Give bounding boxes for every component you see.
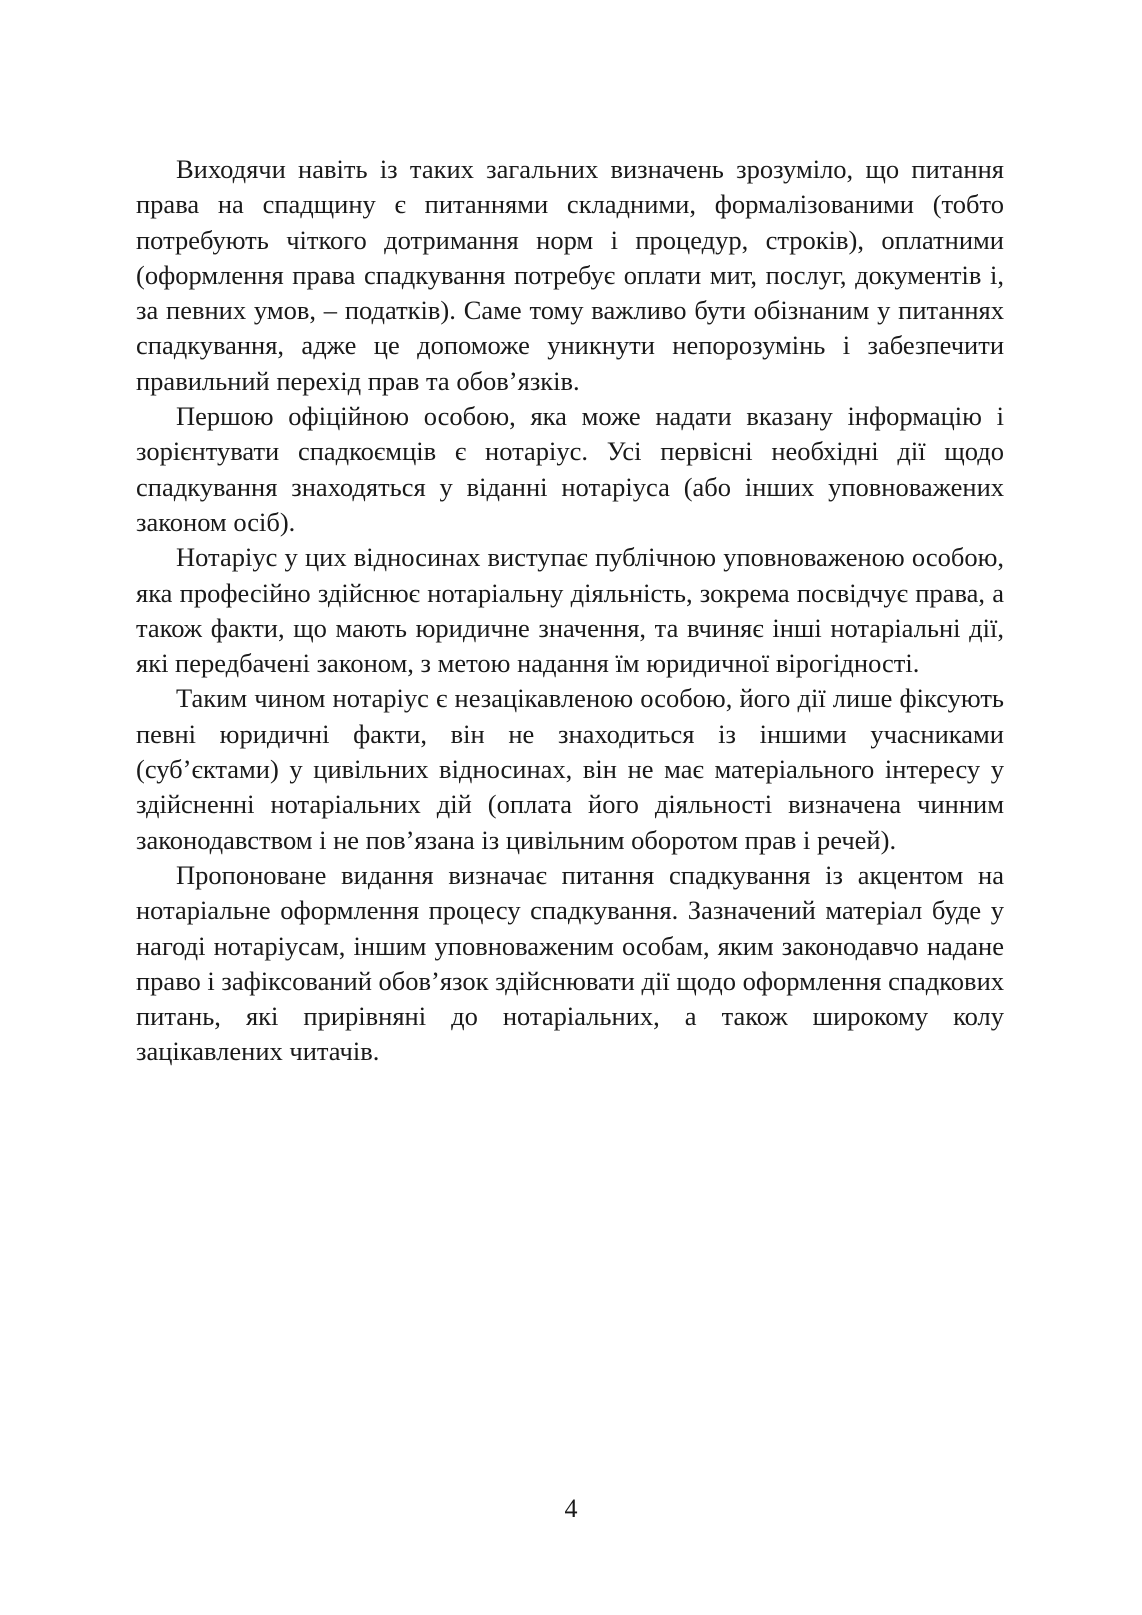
paragraph: Виходячи навіть із таких загальних визначень зрозуміло, що питання права на спадщину є питаннями складними, формалізованими (тобто потребують чіткого дотримання норм і процедур, строків), оплатними (оформлення права спадкування потребує оплати мит, послуг, документів і, за певних умов, – податків). Саме тому важливо бути обізнаним у питаннях спадкування, адже це допоможе уникнути непорозумінь і забезпечити правильний перехід прав та обов’язків. [136, 154, 1004, 396]
paragraph: Першою офіційною особою, яка може надати вказану інформацію і зорієнтувати спадкоємців є нотаріус. Усі первісні необхідні дії щодо спадкування знаходяться у віданні нотаріуса (або інших уповноважених законом осіб). [136, 401, 1004, 537]
body-text [136, 152, 1004, 1070]
paragraph: Таким чином нотаріус є незацікавленою особою, його дії лише фіксують певні юридичні факти, він не знаходиться із іншими учасниками (суб’єктами) у цивільних відносинах, він не має матеріального інтересу у здійсненні нотаріальних дій (оплата його діяльності визначена чинним законодавством і не пов’язана із цивільним оборотом прав і речей). [136, 683, 1004, 855]
paragraph: Нотаріус у цих відносинах виступає публічною уповноваженою особою, яка професійно здійснює нотаріальну діяльність, зокрема посвідчує права, а також факти, що мають юридичне значення, та вчиняє інші нотаріальні дії, які передбачені законом, з метою надання їм юридичної вірогідності. [136, 542, 1004, 679]
page-number: 4 [564, 1494, 578, 1523]
paragraph: Пропоноване видання визначає питання спадкування із акцентом на нотаріальне оформлення процесу спадкування. Зазначений матеріал буде у нагоді нотаріусам, іншим уповноваженим особам, яким законодавчо надане право і зафіксований обов’язок здійснювати дії щодо оформлення спадкових питань, які прирівняні до нотаріальних, а також широкому колу зацікавлених читачів. [136, 859, 1004, 1067]
